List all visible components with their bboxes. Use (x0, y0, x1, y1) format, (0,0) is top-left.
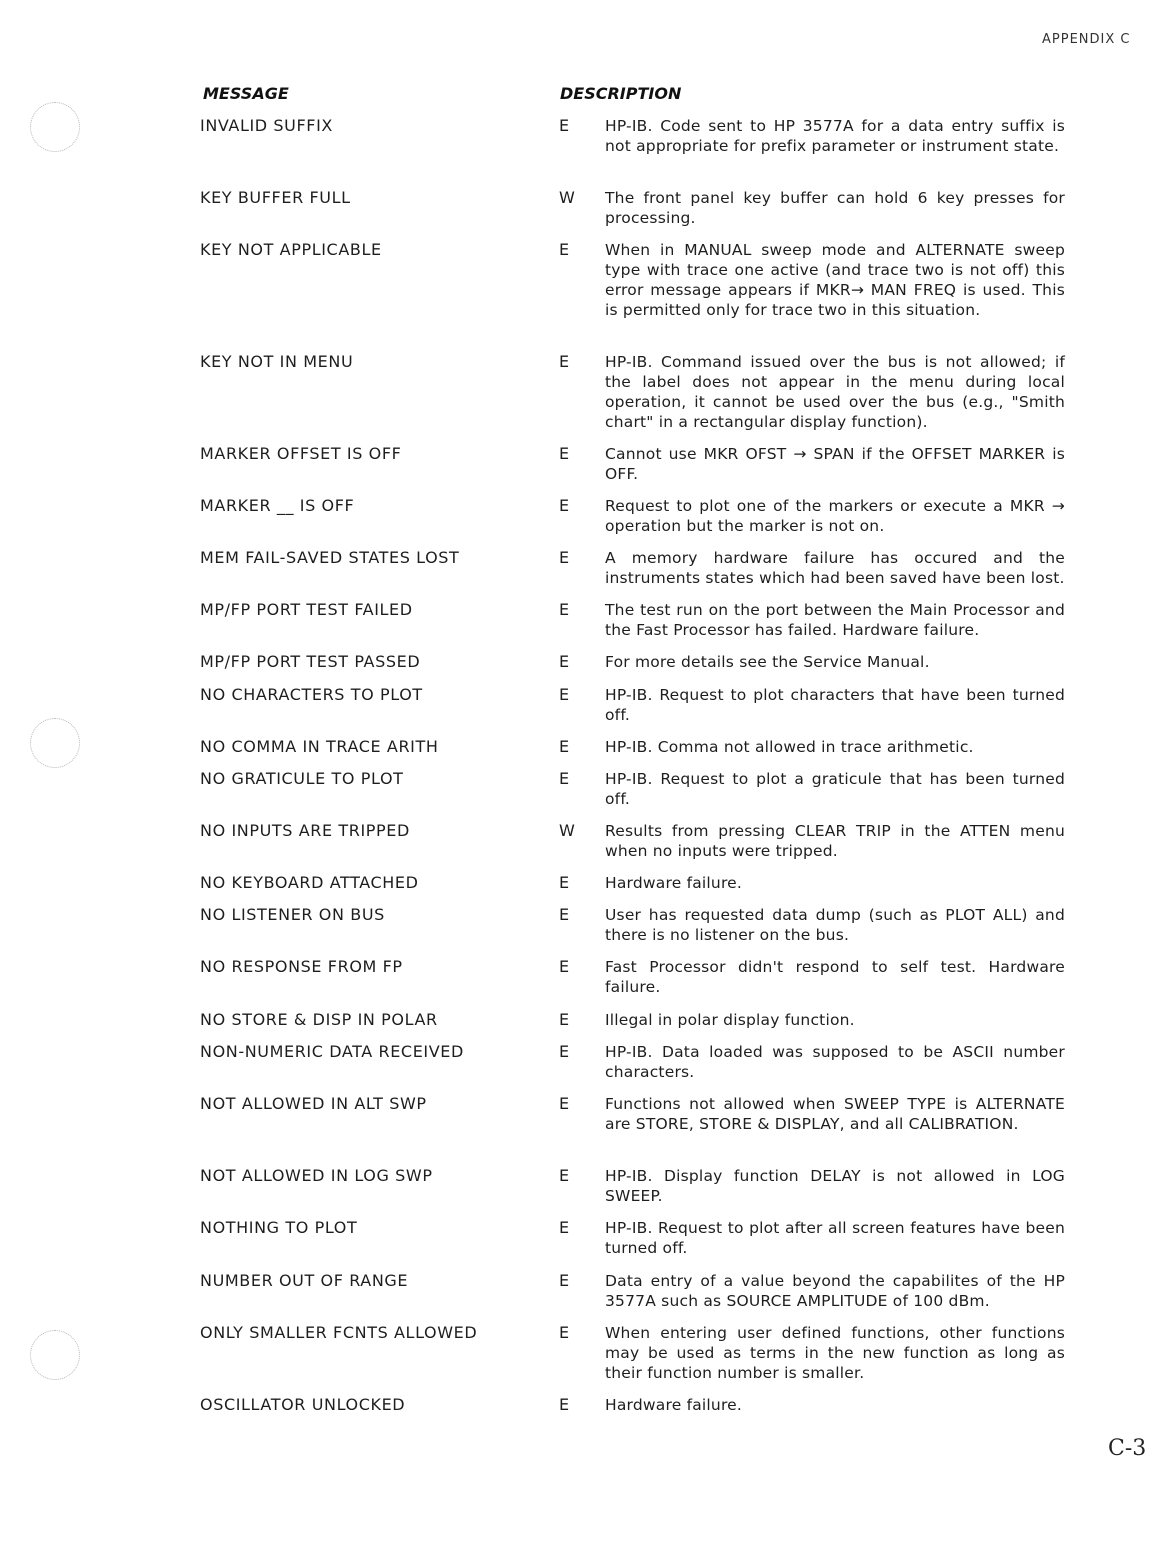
message-text: MEM FAIL-SAVED STATES LOST (200, 548, 460, 567)
message-description: For more details see the Service Manual. (605, 653, 930, 671)
message-type: E (559, 496, 570, 515)
message-text: NON-NUMERIC DATA RECEIVED (200, 1042, 464, 1061)
message-text: KEY NOT IN MENU (200, 352, 354, 371)
page-number: C-3 (1108, 1436, 1147, 1461)
message-column-heading: MESSAGE (203, 84, 289, 103)
message-description: Results from pressing CLEAR TRIP in the ATTEN menu when no inputs were tripped. (605, 822, 1065, 860)
message-description: Hardware failure. (605, 874, 743, 892)
message-description: User has requested data dump (such as PLOT ALL) and there is no listener on the bus. (605, 906, 1065, 944)
message-description: A memory hardware failure has occured and the instruments states which had been saved have been lost. (605, 549, 1065, 587)
message-text: NO COMMA IN TRACE ARITH (200, 737, 439, 756)
message-type: E (559, 240, 570, 259)
message-description: HP-IB. Code sent to HP 3577A for a data entry suffix is not appropriate for prefix parameter or instrument state. (605, 117, 1065, 155)
message-text: NOTHING TO PLOT (200, 1218, 358, 1237)
description-column-heading: DESCRIPTION (560, 84, 682, 103)
message-type: E (559, 1042, 570, 1061)
message-description: Cannot use MKR OFST → SPAN if the OFFSET MARKER is OFF. (605, 445, 1065, 483)
punch-hole (30, 718, 80, 768)
message-text: NOT ALLOWED IN ALT SWP (200, 1094, 427, 1113)
message-text: KEY BUFFER FULL (200, 188, 351, 207)
message-type: E (559, 873, 570, 892)
message-text: NO RESPONSE FROM FP (200, 957, 403, 976)
message-text: MARKER OFFSET IS OFF (200, 444, 402, 463)
message-text: NOT ALLOWED IN LOG SWP (200, 1166, 433, 1185)
message-type: E (559, 1010, 570, 1029)
message-text: MP/FP PORT TEST FAILED (200, 600, 413, 619)
message-type: E (559, 769, 570, 788)
message-type: E (559, 116, 570, 135)
message-description: Request to plot one of the markers or execute a MKR → operation but the marker is not on. (605, 497, 1065, 535)
message-type: E (559, 1218, 570, 1237)
message-description: HP-IB. Comma not allowed in trace arithmetic. (605, 738, 974, 756)
message-description: When in MANUAL sweep mode and ALTERNATE sweep type with trace one active (and trace two is not off) this error message appears if MKR→ MAN FREQ is used. This is permitted only for trace two in this situation. (605, 241, 1065, 319)
message-text: NO LISTENER ON BUS (200, 905, 385, 924)
message-description: HP-IB. Request to plot a graticule that has been turned off. (605, 770, 1065, 808)
message-description: Fast Processor didn't respond to self test. Hardware failure. (605, 958, 1065, 996)
message-text: MP/FP PORT TEST PASSED (200, 652, 421, 671)
message-type: E (559, 352, 570, 371)
message-type: E (559, 737, 570, 756)
message-type: E (559, 1166, 570, 1185)
message-description: HP-IB. Command issued over the bus is not allowed; if the label does not appear in the menu during local operation, it cannot be used over the bus (e.g., "Smith chart" in a rectangular display function). (605, 353, 1065, 431)
message-type: E (559, 1395, 570, 1414)
message-type: E (559, 548, 570, 567)
message-text: NO GRATICULE TO PLOT (200, 769, 404, 788)
message-text: NO STORE & DISP IN POLAR (200, 1010, 438, 1029)
message-text: INVALID SUFFIX (200, 116, 333, 135)
message-text: KEY NOT APPLICABLE (200, 240, 382, 259)
message-type: W (559, 821, 575, 840)
message-text: NO INPUTS ARE TRIPPED (200, 821, 410, 840)
message-description: HP-IB. Display function DELAY is not allowed in LOG SWEEP. (605, 1167, 1065, 1205)
message-text: NO CHARACTERS TO PLOT (200, 685, 423, 704)
message-type: E (559, 957, 570, 976)
message-type: E (559, 1094, 570, 1113)
message-type: E (559, 652, 570, 671)
message-description: Data entry of a value beyond the capabilites of the HP 3577A such as SOURCE AMPLITUDE of 100 dBm. (605, 1272, 1065, 1310)
appendix-header: APPENDIX C (1042, 32, 1131, 47)
message-type: E (559, 444, 570, 463)
message-type: E (559, 1271, 570, 1290)
message-type: E (559, 600, 570, 619)
message-description: The front panel key buffer can hold 6 key presses for processing. (605, 189, 1065, 227)
message-type: E (559, 685, 570, 704)
message-text: NO KEYBOARD ATTACHED (200, 873, 419, 892)
punch-hole (30, 1330, 80, 1380)
message-text: ONLY SMALLER FCNTS ALLOWED (200, 1323, 478, 1342)
message-description: Functions not allowed when SWEEP TYPE is ALTERNATE are STORE, STORE & DISPLAY, and all CALIBRATION. (605, 1095, 1065, 1133)
message-text: OSCILLATOR UNLOCKED (200, 1395, 406, 1414)
message-description: HP-IB. Request to plot after all screen features have been turned off. (605, 1219, 1065, 1257)
message-description: Hardware failure. (605, 1396, 743, 1414)
message-type: W (559, 188, 575, 207)
message-description: When entering user defined functions, other functions may be used as terms in the new function as long as their function number is smaller. (605, 1324, 1065, 1382)
message-text: NUMBER OUT OF RANGE (200, 1271, 409, 1290)
message-description: Illegal in polar display function. (605, 1011, 855, 1029)
message-description: HP-IB. Data loaded was supposed to be ASCII number characters. (605, 1043, 1065, 1081)
message-type: E (559, 1323, 570, 1342)
message-text: MARKER __ IS OFF (200, 496, 355, 515)
punch-hole (30, 102, 80, 152)
message-type: E (559, 905, 570, 924)
message-description: HP-IB. Request to plot characters that have been turned off. (605, 686, 1065, 724)
message-description: The test run on the port between the Main Processor and the Fast Processor has failed. Hardware failure. (605, 601, 1065, 639)
